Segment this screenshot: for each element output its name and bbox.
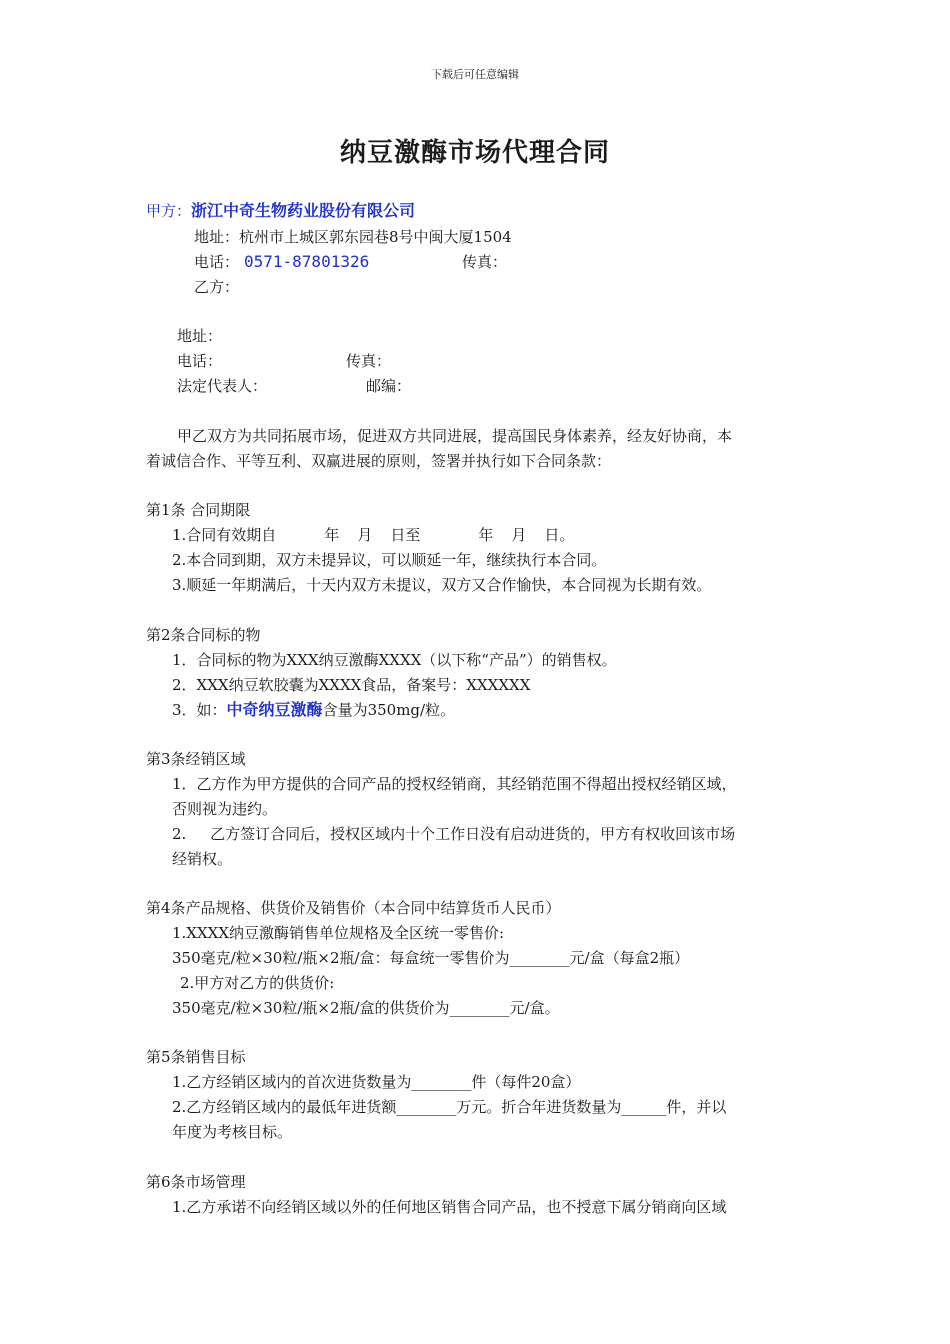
art2-i3-suffix: 含量为350mg/粒。 [322,701,456,719]
party-b-rep-label: 法定代表人： [177,377,268,395]
art1-from: 1.合同有效期自 [172,526,277,544]
article-3-item-2-line-1: 2. 乙方签订合同后，授权区域内十个工作日没有启动进货的，甲方有权收回该市场 [172,825,736,843]
article-5-item-2-line-1: 2.乙方经销区域内的最低年进货额________万元。折合年进货数量为______件，并以 [172,1098,727,1116]
art1-day-to: 日至 [390,526,421,544]
article-6-item-1: 1.乙方承诺不向经销区域以外的任何地区销售合同产品，也不授意下属分销商向区域 [172,1198,727,1216]
article-1-item-1 [172,525,574,545]
article-4-heading: 第4条产品规格、供货价及销售价（本合同中结算货币人民币） [146,899,561,917]
article-3-heading: 第3条经销区域 [146,750,246,768]
article-3-item-2-line-2: 经销权。 [172,850,233,868]
article-2-item-1: 1．合同标的物为XXX纳豆激酶XXXX（以下称“产品”）的销售权。 [172,651,617,669]
article-4-line-1: 1.XXXX纳豆激酶销售单位规格及全区统一零售价: [172,924,505,942]
article-2-item-2: 2．XXX纳豆软胶囊为XXXX食品，备案号：XXXXXX [172,676,531,694]
article-2-item-3 [172,700,455,720]
party-a-fax-label: 传真： [462,253,508,271]
article-5-heading: 第5条销售目标 [146,1048,246,1066]
article-5-item-2-line-2: 年度为考核目标。 [172,1123,293,1141]
article-1-item-3: 3.顺延一年期满后，十天内双方未提议，双方又合作愉快，本合同视为长期有效。 [172,576,712,594]
party-b-phone-label: 电话： [177,352,223,370]
article-6-heading: 第6条市场管理 [146,1173,246,1191]
article-5-item-1: 1.乙方经销区域内的首次进货数量为________件（每件20盒） [172,1073,581,1091]
art1-month-1: 月 [357,526,373,544]
party-a-name: 浙江中奇生物药业股份有限公司 [191,201,416,220]
party-b-fax-label: 传真： [346,352,392,370]
contract-title: 纳豆激酶市场代理合同 [339,138,610,168]
article-1-heading: 第1条 合同期限 [146,501,251,519]
party-a-line [146,201,415,221]
party-b-label: 乙方： [194,278,240,296]
art2-i3-prefix: 3．如： [172,701,227,719]
intro-line-1: 甲乙双方为共同拓展市场，促进双方共同进展，提高国民身体素养，经友好协商，本 [177,427,733,445]
party-b-postcode-label: 邮编： [366,377,412,395]
article-4-line-4: 350毫克/粒×30粒/瓶×2瓶/盒的供货价为________元/盒。 [172,999,560,1017]
party-a-phone-label: 电话： [194,253,240,271]
art1-year-1: 年 [324,526,340,544]
art1-year-2: 年 [478,526,494,544]
article-2-heading: 第2条合同标的物 [146,626,261,644]
art1-day-end: 日。 [544,526,575,544]
party-a-phone: 0571-87801326 [244,252,370,271]
party-a-label: 甲方： [146,202,192,220]
article-3-item-1-line-2: 否则视为违约。 [172,800,278,818]
intro-line-2: 着诚信合作、平等互利、双赢进展的原则，签署并执行如下合同条款： [146,452,612,470]
art2-brand: 中奇纳豆激酶 [226,700,323,719]
party-a-address: 地址：杭州市上城区郭东园巷8号中闽大厦1504 [194,228,512,246]
header-note: 下载后可任意编辑 [431,68,519,81]
party-b-address-label: 地址： [177,327,223,345]
art1-month-2: 月 [511,526,527,544]
article-4-line-2: 350毫克/粒×30粒/瓶×2瓶/盒：每盒统一零售价为________元/盒（每盒2瓶） [172,949,690,967]
article-3-item-1-line-1: 1．乙方作为甲方提供的合同产品的授权经销商，其经销范围不得超出授权经销区域， [172,775,737,793]
article-1-item-2: 2.本合同到期，双方未提异议，可以顺延一年，继续执行本合同。 [172,551,607,569]
article-4-line-3: 2.甲方对乙方的供货价: [180,974,335,992]
